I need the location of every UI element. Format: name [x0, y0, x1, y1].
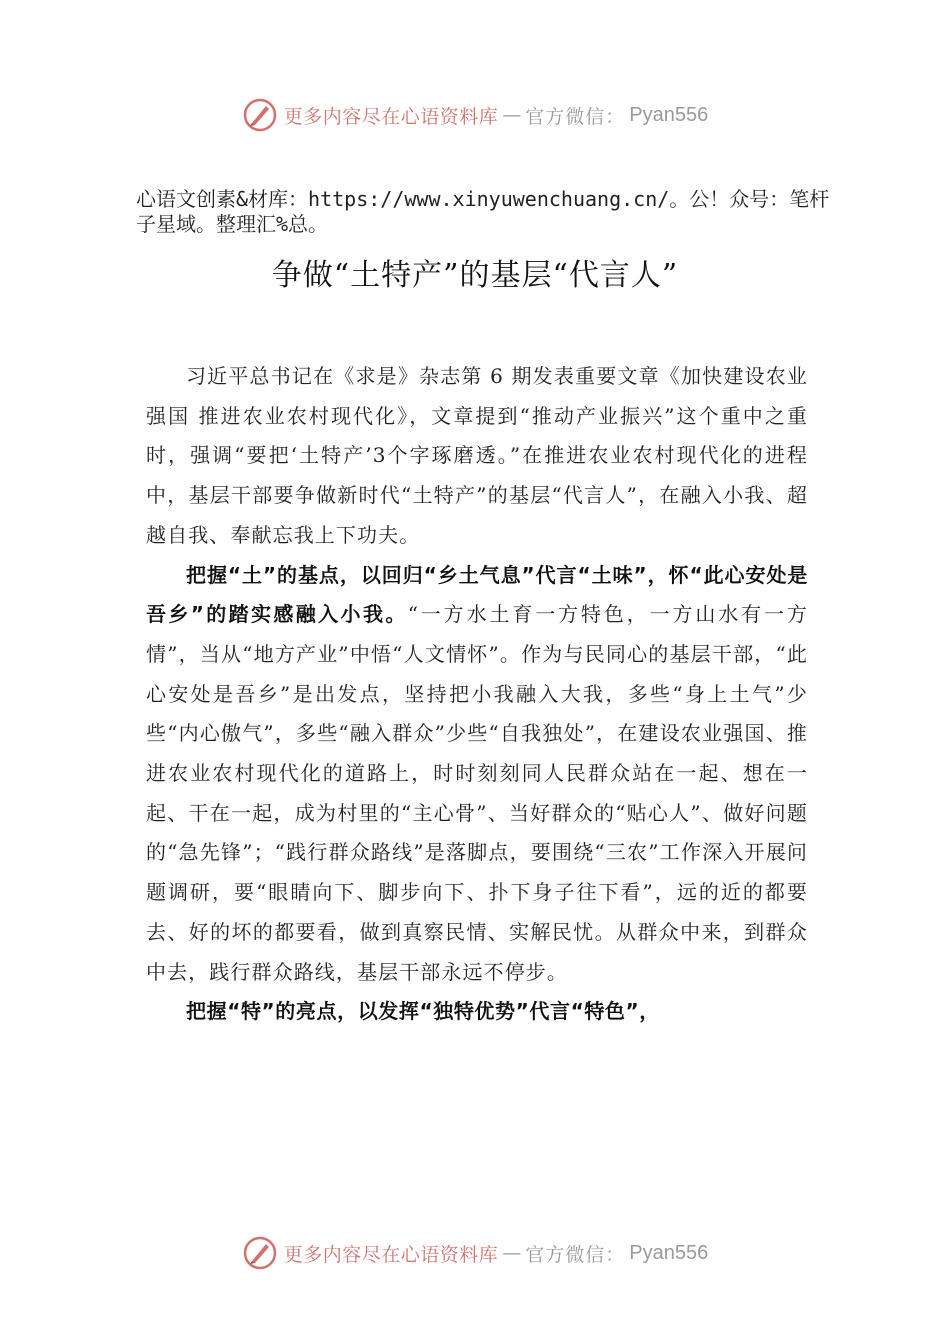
banner-wechat-label: 官方微信： [525, 105, 626, 128]
banner-wechat-id: Pyan556 [629, 103, 709, 126]
paragraph-text: “一方水土育一方特色，一方山水有一方情”，当从“地方产业”中悟“人文情怀”。作为与民同心的基层干部，“此心安处是吾乡”是出发点，坚持把小我融入大我，多些“身上土气”少些“内心傲气”，多些“融入群众”少些“自我独处”，在建设农业强国、推进农业农村现代化的道路上，时时刻刻同人民群众站在一起、想在一起、干在一起，成为村里的“主心骨”、当好群众的“贴心人”、做好问题的“急先锋”；“践行群众路线”是落脚点，要围绕“三农”工作深入开展问题调研，要“眼睛向下、脚步向下、扑下身子往下看”，远的近的都要去、好的坏的都要看，做到真察民情、实解民忧。从群众中来，到群众中去，践行群众路线，基层干部永远不停步。 [146, 602, 808, 984]
banner-separator: — [502, 104, 522, 126]
paragraph-intro [146, 357, 808, 556]
paragraph-lead: 把握“土”的基点，以回归“乡土气息”代言“土味”，怀“此心安处是吾乡”的踏实感融入小我。 [146, 562, 808, 627]
paragraph-te [146, 992, 808, 1032]
banner-separator: — [502, 1242, 522, 1264]
pen-logo-icon [242, 97, 278, 133]
paragraph-tu [146, 556, 808, 993]
paragraph-text: 习近平总书记在《求是》杂志第 6 期发表重要文章《加快建设农业强国 推进农业农村现代化》，文章提到“推动产业振兴”这个重中之重时，强调“要把‘土特产’3个字琢磨透。”在推进农业农村现代化的进程中，基层干部要争做新时代“土特产”的基层“代言人”，在融入小我、超越自我、奉献忘我上下功夫。 [146, 364, 808, 547]
document-title: 争做“土特产”的基层“代言人” [271, 258, 679, 293]
banner-library-text: 更多内容尽在心语资料库 [283, 1243, 499, 1266]
banner-wechat-label: 官方微信： [525, 1243, 626, 1266]
source-note: 心语文创素&材库：https://www.xinyuwenchuang.cn/。公！众号：笔杆子星域。整理汇%总。 [136, 187, 830, 236]
banner-library-text: 更多内容尽在心语资料库 [283, 105, 499, 128]
document-body [146, 357, 808, 1032]
banner-wechat-id: Pyan556 [629, 1241, 709, 1264]
pen-logo-icon [242, 1235, 278, 1271]
paragraph-lead: 把握“特”的亮点，以发挥“独特优势”代言“特色”， [186, 999, 660, 1024]
header-banner [0, 95, 950, 135]
footer-banner [0, 1233, 950, 1273]
